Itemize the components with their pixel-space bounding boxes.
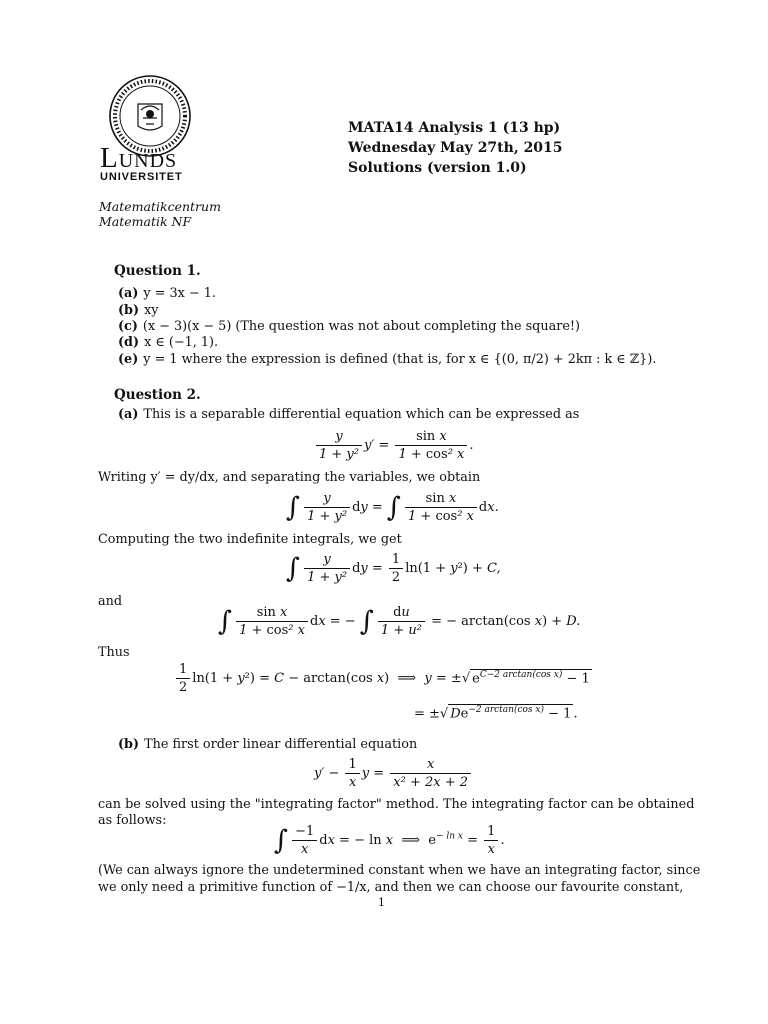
dept-line-1: Matematikcentrum bbox=[99, 199, 221, 214]
logo-wordmark: Lunds bbox=[100, 142, 178, 174]
equation-solution-1: $\frac{1}{2}$ ln(1 + y²) = C − arctan(cos x) ⟹ y = ±√ $e^{C-2 arctan(cos x)} - 1$ bbox=[174, 661, 592, 696]
equation-separated: ∫ $\frac{y}{\text{1 + y²}}$ dy = ∫ $\frac{\text{sin x}}{\text{1 + cos² x}}$ dx. bbox=[286, 491, 499, 524]
q1-item-e: (e) y = 1 where the expression is defined (that is, for x ∈ {(0, π/2) + 2kπ : k ∈ ℤ}). bbox=[118, 352, 657, 367]
thus-text: Thus bbox=[98, 645, 130, 660]
equation-separable: $\frac{y}{\text{1 + y²}}$ y′ = $\frac{\text{sin x}}{\text{1 + cos² x}}$ . bbox=[314, 428, 474, 463]
exam-date: Wednesday May 27th, 2015 bbox=[348, 140, 563, 156]
q2a-intro: (a) This is a separable differential equation which can be expressed as bbox=[118, 407, 580, 422]
question-2-title: Question 2. bbox=[114, 387, 201, 403]
page-number: 1 bbox=[378, 896, 385, 909]
q1-item-c: (c) (x − 3)(x − 5) (The question was not about completing the square!) bbox=[118, 319, 581, 334]
b-asfollows-text: as follows: bbox=[98, 813, 167, 828]
solutions-version: Solutions (version 1.0) bbox=[348, 160, 527, 176]
q1-item-a: (a) y = 3x − 1. bbox=[118, 286, 216, 301]
logo-subtitle: UNIVERSITET bbox=[100, 171, 183, 183]
q2b-intro: (b) The first order linear differential equation bbox=[118, 737, 418, 752]
equation-integral-y: ∫ $\frac{y}{\text{1 + y²}}$ dy = $\frac{1}{2}$ ln(1 + y²) + C, bbox=[286, 552, 501, 585]
q1-item-d: (d) x ∈ (−1, 1). bbox=[118, 335, 219, 350]
q1-item-b: (b) xy bbox=[118, 303, 159, 318]
equation-integrating-factor: ∫ $\frac{-1}{x}$ dx = − ln x ⟹ $e^{- ln x}$ = $\frac{1}{x}$ . bbox=[274, 824, 505, 857]
dept-line-2: Matematik NF bbox=[99, 214, 192, 229]
note-line-1: (We can always ignore the undetermined constant when we have an integrating factor, since bbox=[98, 863, 701, 878]
note-line-2: we only need a primitive function of −1/x, and then we can choose our favourite constant, bbox=[98, 880, 684, 895]
equation-integral-x: ∫ $\frac{\text{sin x}}{\text{1 + cos² x}}$ dx = − ∫ $\frac{du}{\text{1 + u²}}$ = − arctan(cos x) + D. bbox=[218, 605, 581, 638]
equation-solution-2: = ±√ $De^{-2 arctan(cos x)} - 1$ . bbox=[414, 705, 578, 722]
course-title: MATA14 Analysis 1 (13 hp) bbox=[348, 120, 561, 136]
writing-text: Writing y′ = dy/dx, and separating the variables, we obtain bbox=[98, 470, 481, 485]
computing-text: Computing the two indefinite integrals, we get bbox=[98, 532, 402, 547]
and-text: and bbox=[98, 594, 123, 609]
b-solved-text: can be solved using the "integrating factor" method. The integrating factor can be obtained bbox=[98, 797, 695, 812]
question-1-title: Question 1. bbox=[114, 263, 201, 279]
equation-linear-de: y′ − $\frac{1}{x}$ y = $\frac{x}{\text{x² + 2x + 2}}$ bbox=[314, 756, 473, 791]
